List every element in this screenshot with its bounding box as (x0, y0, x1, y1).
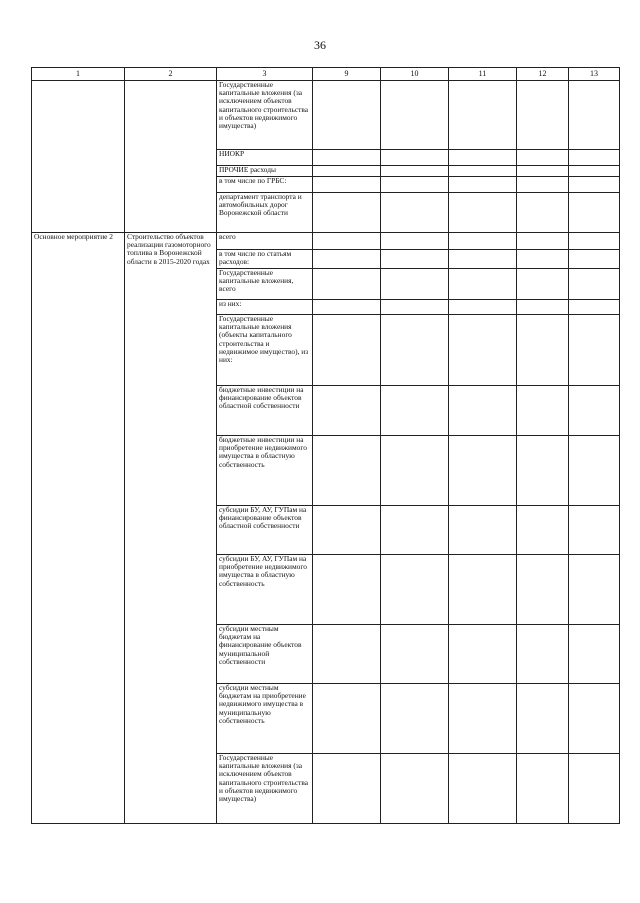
row-label: Государственные капитальные вложения (за исключением объектов капитального строительства и объектов недвижимого имущества) (217, 754, 313, 824)
activity-cell: Основное мероприятие 2 (32, 233, 125, 824)
col-header: 12 (517, 68, 569, 81)
name-cell (125, 81, 217, 233)
row-label: Государственные капитальные вложения (за исключением объектов капитального строительства и объектов недвижимого имущества) (217, 81, 313, 150)
header-row (32, 68, 620, 81)
col-header: 13 (569, 68, 620, 81)
col-header: 10 (381, 68, 449, 81)
name-cell: Строительство объектов реализации газомоторного топлива в Воронежской области в 2015-2020 годах (125, 233, 217, 824)
table-row (32, 81, 620, 150)
expenditure-table (31, 67, 620, 824)
col-header: 3 (217, 68, 313, 81)
row-label: бюджетные инвестиции на финансирование объектов областной собственности (217, 386, 313, 436)
row-label: субсидии местным бюджетам на финансирование объектов муниципальной собственности (217, 625, 313, 684)
col-header: 1 (32, 68, 125, 81)
col-header: 11 (449, 68, 517, 81)
row-label: в том числе по статьям расходов: (217, 250, 313, 269)
row-label: НИОКР (217, 150, 313, 166)
row-label: Государственные капитальные вложения (объекты капитального строительства и недвижимое имущество), из них: (217, 315, 313, 386)
row-label: департамент транспорта и автомобильных дорог Воронежской области (217, 193, 313, 233)
row-label: бюджетные инвестиции на приобретение недвижимого имущества в областную собственность (217, 436, 313, 506)
col-header: 2 (125, 68, 217, 81)
row-label: Государственные капитальные вложения, всего (217, 269, 313, 300)
col-header: 9 (313, 68, 381, 81)
row-label: ПРОЧИЕ расходы (217, 166, 313, 177)
page-number: 36 (314, 38, 326, 52)
row-label: субсидии местным бюджетам на приобретение недвижимого имущества в муниципальную собственность (217, 684, 313, 754)
row-label: из них: (217, 300, 313, 315)
row-label: субсидии БУ, АУ, ГУПам на финансирование объектов областной собственности (217, 506, 313, 555)
row-label: субсидии БУ, АУ, ГУПам на приобретение недвижимого имущества в областную собственность (217, 555, 313, 625)
row-label: в том числе по ГРБС: (217, 177, 313, 193)
row-label: всего (217, 233, 313, 250)
activity-cell (32, 81, 125, 233)
table-row (32, 233, 620, 250)
